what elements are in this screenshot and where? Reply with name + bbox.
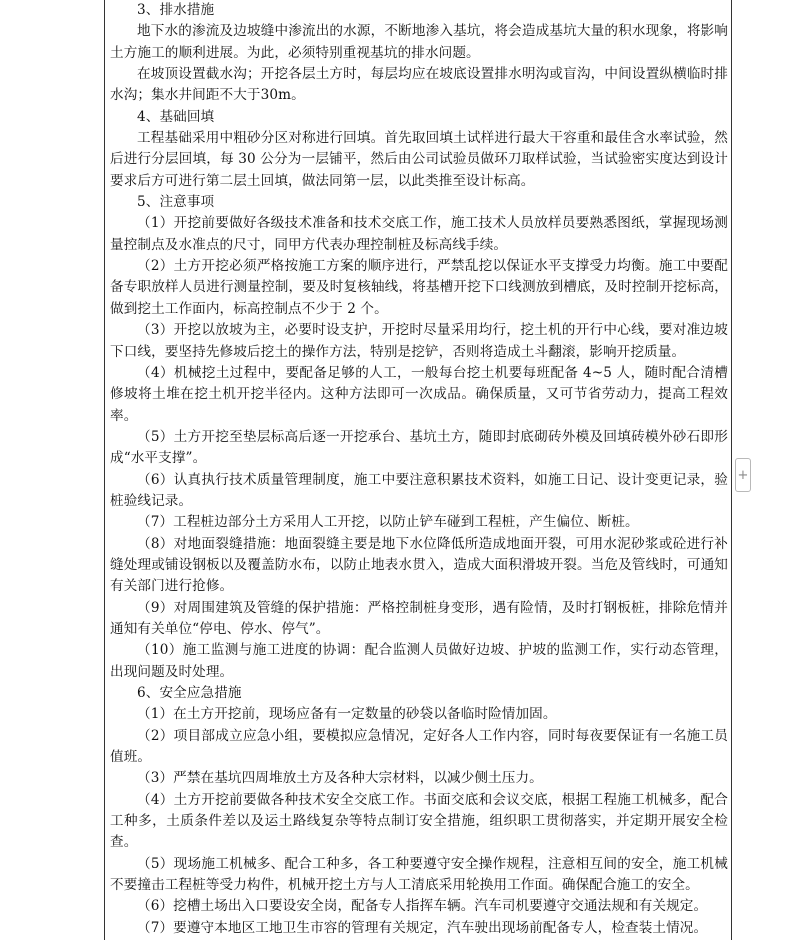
paragraph: 地下水的渗流及边坡缝中渗流出的水源，不断地渗入基坑，将会造成基坑大量的积水现象，将影响土方施工的顺利进展。为此，必须特别重视基坑的排水问题。 [110,23,728,61]
paragraph: （2）土方开挖必须严格按施工方案的顺序进行，严禁乱挖以保证水平支撑受力均衡。施工中要配备专职放样人员进行测量控制，要及时复核轴线，将基槽开挖下口线测放到槽底，及时控制开挖标高，做到挖土工作面内，标高控制点不少于 2 个。 [110,258,728,317]
paragraph: （8）对地面裂缝措施：地面裂缝主要是地下水位降低所造成地面开裂，可用水泥砂浆或砼进行补缝处理或铺设钢板以及覆盖防水布，以防止地表水贯入，造成大面积滑坡开裂。当危及管线时，可通知有关部门进行抢修。 [110,535,728,595]
section-heading: 6、安全应急措施 [137,685,242,701]
paragraph: （7）工程桩边部分土方采用人工开挖，以防止铲车碰到工程桩，产生偏位、断桩。 [137,514,639,531]
paragraph: （7）要遵守本地区工地卫生市容的管理有关规定，汽车驶出现场前配备专人，检查装土情况。 [137,919,708,936]
paragraph: （5）土方开挖至垫层标高后逐一开挖承台、基坑土方，随即封底砌砖外模及回填砖模外砂石即形成“水平支撑”。 [110,428,728,467]
paragraph: （9）对周围建筑及管缝的保护措施：严格控制桩身变形，遇有险情，及时打钢板桩，排除危情并通知有关单位“停电、停水、停气”。 [110,599,728,637]
paragraph: （1）在土方开挖前，现场应备有一定数量的砂袋以备临时险情加固。 [137,706,557,723]
paragraph: 工程基础采用中粗砂分区对称进行回填。首先取回填土试样进行最大干容重和最佳含水率试验，然后进行分层回填，每 30 公分为一层铺平，然后由公司试验员做环刀取样试验，当试验密实度达到设计要求后方可进行第二层土回填，做法同第一层，以此类推至设计标高。 [110,130,728,189]
paragraph: （1）开挖前要做好各级技术准备和技术交底工作，施工技术人员放样员要熟悉图纸，掌握现场测量控制点及水准点的尺寸，同甲方代表办理控制桩及标高线手续。 [110,215,728,253]
paragraph: （6）挖槽土场出入口要设安全岗，配备专人指挥车辆。汽车司机要遵守交通法规和有关规定。 [137,898,708,915]
section-heading: 3、排水措施 [137,2,215,18]
paragraph: 在坡顶设置截水沟；开挖各层土方时，每层均应在坡底设置排水明沟或盲沟，中间设置纵横临时排水沟；集水井间距不大于30m。 [110,66,728,104]
paragraph: （4）土方开挖前要做各种技术安全交底工作。书面交底和会议交底，根据工程施工机械多，配合工种多，土质条件差以及运土路线复杂等特点制订安全措施，组织职工贯彻落实，并定期开展安全检查。 [110,791,728,851]
paragraph: （3）严禁在基坑四周堆放土方及各种大宗材料，以减少侧土压力。 [137,770,543,787]
section-heading: 4、基础回填 [137,108,215,125]
paragraph: （4）机械挖土过程中，要配备足够的人工，一般每台挖土机要每班配备 4~5 人，随时配合清槽修坡将土堆在挖土机开挖半径内。这种方法即可一次成品。确保质量，又可节省劳动力，提高工程效率。 [110,364,728,424]
paragraph: （10）施工监测与施工进度的协调：配合监测人员做好边坡、护坡的监测工作，实行动态管理，出现问题及时处理。 [110,642,728,680]
paragraph: （5）现场施工机械多、配合工种多，各工种要遵守安全操作规程，注意相互间的安全，施工机械不要撞击工程桩等受力构件，机械开挖土方与人工清底采用轮换用工作面。确保配合施工的安全。 [110,855,728,894]
section-heading: 5、注意事项 [137,194,215,211]
paragraph: （6）认真执行技术质量管理制度，施工中要注意积累技术资料，如施工日记、设计变更记录，验桩验线记录。 [110,471,728,509]
document-body [110,0,728,939]
paragraph: （3）开挖以放坡为主，必要时设支护，开挖时尽量采用均行，挖土机的开行中心线，要对准边坡下口线，要坚持先修坡后挖土的操作方法，特别是挖铲，否则将造成土斗翻滚，影响开挖质量。 [110,322,728,360]
expand-button[interactable]: + [735,458,751,492]
paragraph: （2）项目部成立应急小组，要模拟应急情况，定好各人工作内容，同时每夜要保证有一名施工员值班。 [110,727,728,766]
